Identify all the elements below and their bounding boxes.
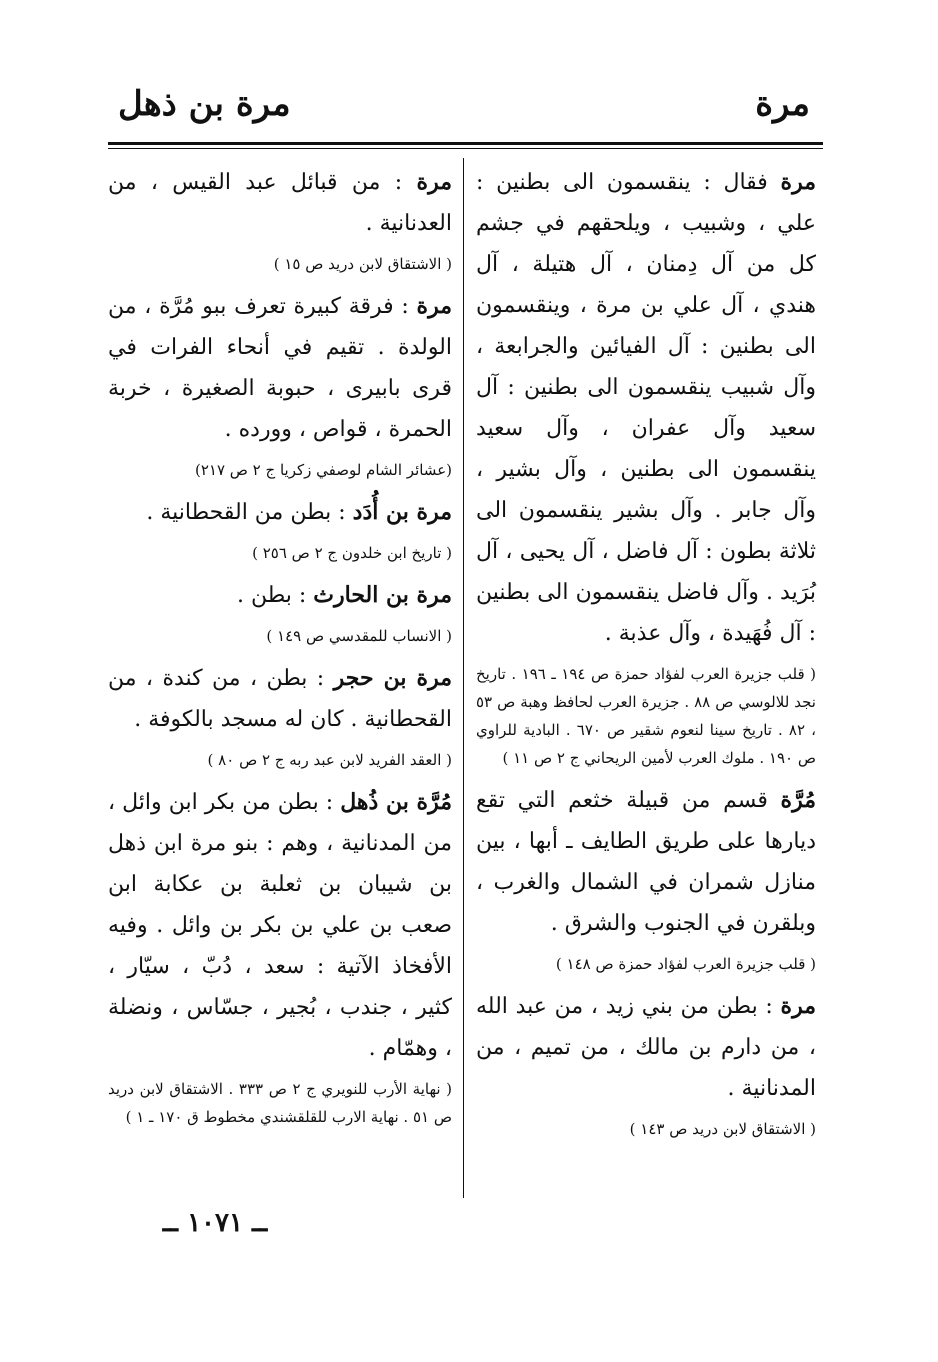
source-citation: ( العقد الفريد لابن عبد ربه ج ٢ ص ٨٠ ) xyxy=(207,751,452,769)
header-rule-thick xyxy=(108,142,823,145)
source-citation: ( الاشتقاق لابن دريد ص ١٤٣ ) xyxy=(629,1120,816,1138)
entry xyxy=(108,575,452,616)
entry xyxy=(108,492,452,533)
right-column xyxy=(476,162,816,1151)
source-citation: ( تاريخ ابن خلدون ج ٢ ص ٢٥٦ ) xyxy=(252,544,452,562)
entry-text: : من قبائل عبد القيس ، من العدنانية . xyxy=(108,170,452,236)
entry xyxy=(108,658,452,740)
source-citation: ( نهاية الأرب للنويري ج ٢ ص ٣٣٣ . الاشتقاق لابن دريد ص ٥١ . نهاية الارب للقلقشندي مخطوط ق ١٧٠ ـ ١ ) xyxy=(108,1080,453,1126)
entry-heading: مرة بن الحارث xyxy=(313,582,452,608)
source-citation: ( قلب جزيرة العرب لفؤاد حمزة ص ١٩٤ ـ ١٩٦ . تاريخ نجد للالوسي ص ٨٨ . جزيرة العرب لحافظ وهبة ص ٥٣ ، ٨٢ . تاريخ سينا لنعوم شقير ص ٦٧٠ . البادية للراوي ص ١٩٠ . ملوك العرب لأمين الريحاني ج ٢ ص ١١ ) xyxy=(476,665,816,767)
entry-heading: مرة xyxy=(416,293,452,319)
entry-text: قسم من قبيلة خثعم التي تقع ديارها على طريق الطايف ـ أبها ، بين منازل شمران في الشمال والغرب ، وبلقرن في الجنوب والشرق . xyxy=(476,788,816,936)
running-head-left: مرة بن ذهل xyxy=(118,84,291,124)
entry xyxy=(476,780,816,944)
entry-text: : بطن . xyxy=(236,583,314,608)
source-citation: (عشائر الشام لوصفي زكريا ج ٢ ص ٢١٧) xyxy=(194,461,452,479)
entry-text: : فرقة كبيرة تعرف ببو مُرَّة ، من الولدة . تقيم في أنحاء الفرات في قرى بابيرى ، حبوبة الصغيرة ، خربة الحمرة ، قواص ، وورده . xyxy=(108,294,452,442)
entry-text: : بطن من بني زيد ، من عبد الله ، من دارم بن مالك ، من تميم ، من المدنانية . xyxy=(476,994,816,1101)
entry xyxy=(108,162,452,244)
entry xyxy=(108,286,452,450)
entry xyxy=(108,782,452,1069)
entry-heading: مُرَّة بن ذُهل xyxy=(340,789,453,815)
entry-text: فقال : ينقسمون الى بطنين : علي ، وشبيب ، ويلحقهم في جشم كل من آل دِمنان ، آل هتيلة ، آل هندي ، آل علي بن مرة ، وينقسمون الى بطنين : آل الفيائين والجرابعة ، وآل شبيب ينقسمون الى بطنين : آل سعيد وآل عفران ، وآل سعيد ينقسمون الى بطنين ، وآل بشير ، وآل جابر . وآل بشير ينقسمون الى ثلاثة بطون : آل فاضل ، آل يحيى ، آل بُرَيد . وآل فاضل ينقسمون الى بطنين : آل فُهَيدة ، وآل عذبة . xyxy=(476,170,816,646)
entry-heading: مرة xyxy=(416,169,452,195)
entry-heading: مرة بن حجر xyxy=(333,665,453,691)
running-head-right: مرة xyxy=(755,84,810,124)
entry-heading: مرة xyxy=(780,993,816,1019)
entry-heading: مُرَّة xyxy=(780,787,816,813)
left-column xyxy=(108,162,452,1139)
source-citation: ( الاشتقاق لابن دريد ص ١٥ ) xyxy=(273,255,452,273)
page-number: ــ ١٠٧١ ــ xyxy=(162,1208,268,1238)
source-citation: ( قلب جزيرة العرب لفؤاد حمزة ص ١٤٨ ) xyxy=(555,955,816,973)
entry-text: : بطن ، من كندة ، من القحطانية . كان له مسجد بالكوفة . xyxy=(108,666,452,732)
entry xyxy=(476,986,816,1109)
column-divider xyxy=(463,158,464,1198)
entry-text: : بطن من بكر ابن وائل ، من المدنانية ، وهم : بنو مرة ابن ذهل بن شيبان بن ثعلبة بن عكابة ابن صعب بن علي بن بكر بن وائل . وفيه الأفخاذ الآتية : سعد ، دُبّ ، سيّار ، كثير ، جندب ، بُجير ، جسّاس ، ونضلة ، وهمّام . xyxy=(108,790,452,1061)
entry-heading: مرة بن أُدَد xyxy=(352,499,452,525)
header-rule-thin xyxy=(108,148,823,149)
entry-heading: مرة xyxy=(780,169,816,195)
entry xyxy=(476,162,816,654)
entry-text: : بطن من القحطانية . xyxy=(146,500,353,525)
source-citation: ( الانساب للمقدسي ص ١٤٩ ) xyxy=(266,627,452,645)
